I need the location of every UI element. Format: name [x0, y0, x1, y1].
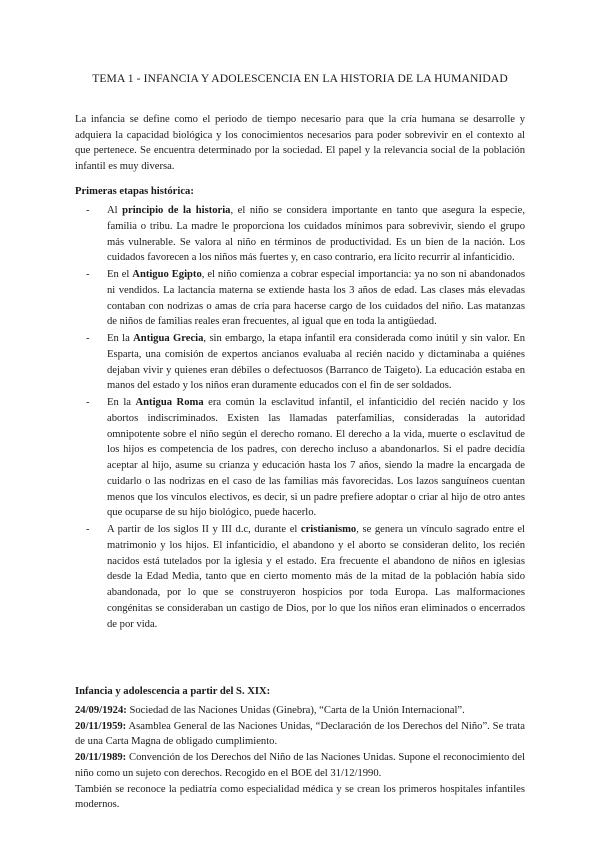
- item-keyword: Antigua Roma: [135, 397, 204, 408]
- entry-date: 24/09/1924:: [75, 705, 127, 716]
- list-item: [75, 267, 525, 330]
- history-list: [75, 203, 525, 633]
- entry-text: Asamblea General de las Naciones Unidas, “Declaración de los Derechos del Niño”. Se trata de una Carta Magna de obligado cumplimiento.: [75, 720, 525, 748]
- item-text: Al: [107, 205, 123, 216]
- closing-paragraph: También se reconoce la pediatría como especialidad médica y se crean los primeros hospitales infantiles modernos.: [75, 783, 525, 811]
- dash-bullet: -: [86, 524, 90, 535]
- intro-paragraph: La infancia se define como el periodo de tiempo necesario para que la cría humana se desarrolle y adquiera la capacidad biológica y los conocimientos necesarios para poder sobrevivir en el contexto al que pertenece. Se encuentra determinado por la sociedad. El papel y la relevancia social de la población infantil es muy diversa.: [75, 114, 525, 173]
- entry-date: 20/11/1959:: [75, 720, 127, 732]
- dash-bullet: -: [86, 205, 90, 216]
- section-heading-xix: Infancia y adolescencia a partir del S. XIX:: [75, 686, 271, 697]
- item-text: En el: [107, 269, 133, 280]
- item-text: A partir de los siglos II y III d.c, durante el: [107, 524, 301, 535]
- dash-bullet: -: [86, 397, 90, 408]
- item-keyword: cristianismo: [300, 524, 357, 535]
- timeline-entry: [75, 750, 525, 781]
- item-text: En la: [107, 333, 134, 344]
- list-item: [75, 331, 525, 394]
- entry-text: Sociedad de las Naciones Unidas (Ginebra), “Carta de la Unión Internacional”.: [126, 705, 465, 716]
- item-keyword: Antigua Grecia: [133, 333, 204, 344]
- list-item: [75, 395, 525, 521]
- item-keyword: Antiguo Egipto: [132, 269, 202, 280]
- page-title: TEMA 1 - INFANCIA Y ADOLESCENCIA EN LA HISTORIA DE LA HUMANIDAD: [92, 72, 508, 85]
- item-text: , el niño comienza a cobrar especial importancia: ya no son ni abandonados ni vendidos. La lactancia materna se extiende hasta los 3 años de edad. Las clases más elevadas contaban con nodrizas o amas de cría para hacerse cargo de los cuidados del niño. Las matanzas de niños de familias reales eran frecuentes, al igual que en toda la antigüedad.: [107, 269, 525, 328]
- dash-bullet: -: [86, 333, 90, 344]
- item-text: , sin embargo, la etapa infantil era considerada como inútil y sin valor. En Esparta, una comisión de expertos ancianos evaluaba al recién nacido y dictaminaba a quiénes dejaban vivir y quienes eran débiles o defectuosos (Barranco de Taigeto). La educación estaba en manos del estado y los niños eran duramente educados con el fin de ser soldados.: [107, 333, 525, 392]
- item-text: era común la esclavitud infantil, el infanticidio del recién nacido y los abortos indiscriminados. Existen las llamadas paterfamilias, consideradas la autoridad omnipotente sobre el niño según el derecho romano. El derecho a la vida, muerte o esclavitud de los hijos es competencia de los padres, con derecho incluso a abandonarlos. Si el padre decidía aceptar al hijo, asume su crianza y educación hasta los 7 años, siendo la madre la encargada de cuidarlo o las nodrizas en el caso de las familias más favorecidas. Los lazos sanguíneos cuentan menos que los vínculos electivos, es decir, si un padre prefiere adoptar o criar al hijo de otro antes que ocuparse de su hijo biológico, puede hacerlo.: [107, 397, 525, 519]
- timeline-entry: [75, 703, 525, 719]
- list-item: [75, 203, 525, 266]
- timeline-entry: [75, 719, 525, 750]
- list-item: [75, 522, 525, 632]
- section-heading-early-stages: Primeras etapas histórica:: [75, 186, 194, 197]
- dash-bullet: -: [86, 269, 90, 280]
- item-keyword: principio de la historia: [122, 205, 231, 216]
- timeline: [75, 703, 525, 813]
- item-text: En la: [107, 397, 136, 408]
- entry-date: 20/11/1989:: [75, 752, 127, 764]
- item-text: , el niño se considera importante en tanto que asegura la especie, familia o tribu. La madre le proporciona los cuidados mínimos para sobrevivir, siendo el grupo más vulnerable. Se valora al niño en términos de productividad. Es un bien de la nación. Los cuidados favorecen a los niños más fuertes y, en caso contrario, era lícito recurrir al infanticidio.: [107, 205, 525, 264]
- entry-text: Convención de los Derechos del Niño de las Naciones Unidas. Supone el reconocimiento del niño como un sujeto con derechos. Recogido en el BOE del 31/12/1990.: [75, 752, 525, 779]
- item-text: , se genera un vínculo sagrado entre el matrimonio y los hijos. El infanticidio, el abandono y el aborto se consideran delito, los recién nacidos está tutelados por la iglesia y el estado. Era frecuente el abandono de niños en iglesias desde la Edad Media, tanto que en cierto momento más de la mitad de la población había sido abandonada, por lo que se construyeron hospicios por toda Europa. Las malformaciones congénitas se consideraban un castigo de Dios, por lo que los niños eran eliminados o encerrados de por vida.: [107, 524, 525, 630]
